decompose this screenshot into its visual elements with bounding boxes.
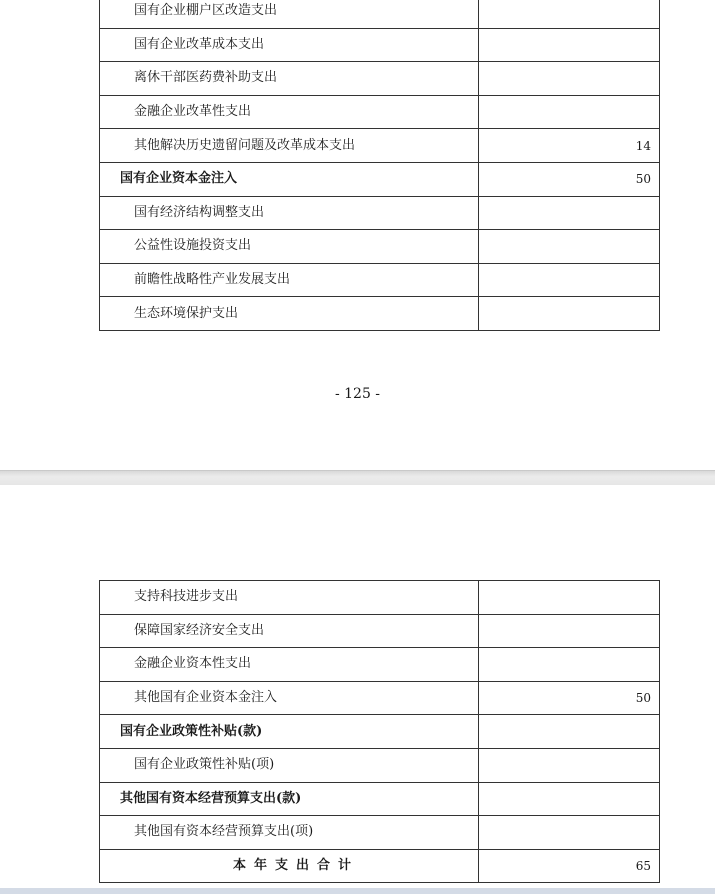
table-row-category <box>100 162 660 196</box>
row-label: 前瞻性战略性产业发展支出 <box>100 263 479 297</box>
row-value: 50 <box>479 162 660 196</box>
page-separator <box>0 470 715 486</box>
expenditure-table-top <box>99 0 660 331</box>
row-value <box>479 0 660 28</box>
row-value <box>479 816 660 850</box>
page-number: - 125 - <box>334 386 381 402</box>
row-value <box>479 648 660 682</box>
row-label: 公益性设施投资支出 <box>100 230 479 264</box>
table-row <box>100 614 660 648</box>
row-label: 支持科技进步支出 <box>100 581 479 615</box>
row-label: 金融企业资本性支出 <box>100 648 479 682</box>
row-value: 14 <box>479 129 660 163</box>
row-value <box>479 62 660 96</box>
row-value <box>479 782 660 816</box>
table-row <box>100 297 660 331</box>
table-row <box>100 681 660 715</box>
row-value <box>479 715 660 749</box>
row-label: 国有企业政策性补贴(款) <box>100 715 479 749</box>
row-value: 50 <box>479 681 660 715</box>
table-row <box>100 62 660 96</box>
table-row <box>100 263 660 297</box>
total-label: 本年支出合计 <box>100 849 479 883</box>
table-row <box>100 816 660 850</box>
row-label: 其他国有资本经营预算支出(款) <box>100 782 479 816</box>
table-row <box>100 196 660 230</box>
row-label: 国有企业政策性补贴(项) <box>100 748 479 782</box>
row-value <box>479 297 660 331</box>
row-value <box>479 196 660 230</box>
expenditure-table-bottom <box>99 580 660 883</box>
row-value <box>479 614 660 648</box>
viewer-bottom-edge <box>0 888 715 894</box>
document-page-bottom <box>0 485 715 894</box>
table-row <box>100 0 660 28</box>
row-label: 国有企业棚户区改造支出 <box>100 0 479 28</box>
row-value <box>479 748 660 782</box>
row-label: 金融企业改革性支出 <box>100 95 479 129</box>
total-value: 65 <box>479 849 660 883</box>
row-value <box>479 230 660 264</box>
row-label: 国有企业改革成本支出 <box>100 28 479 62</box>
row-value <box>479 581 660 615</box>
row-label: 生态环境保护支出 <box>100 297 479 331</box>
table-row-category <box>100 715 660 749</box>
row-label: 国有企业资本金注入 <box>100 162 479 196</box>
row-label: 离休干部医药费补助支出 <box>100 62 479 96</box>
table-row-category <box>100 782 660 816</box>
row-label: 其他国有资本经营预算支出(项) <box>100 816 479 850</box>
table-row <box>100 129 660 163</box>
table-row <box>100 648 660 682</box>
row-label: 其他国有企业资本金注入 <box>100 681 479 715</box>
row-value <box>479 28 660 62</box>
row-label: 保障国家经济安全支出 <box>100 614 479 648</box>
table-row <box>100 28 660 62</box>
table-total-row <box>100 849 660 883</box>
table-row <box>100 95 660 129</box>
row-label: 其他解决历史遗留问题及改革成本支出 <box>100 129 479 163</box>
row-value <box>479 95 660 129</box>
row-value <box>479 263 660 297</box>
table-row <box>100 230 660 264</box>
table-row <box>100 748 660 782</box>
row-label: 国有经济结构调整支出 <box>100 196 479 230</box>
table-row <box>100 581 660 615</box>
